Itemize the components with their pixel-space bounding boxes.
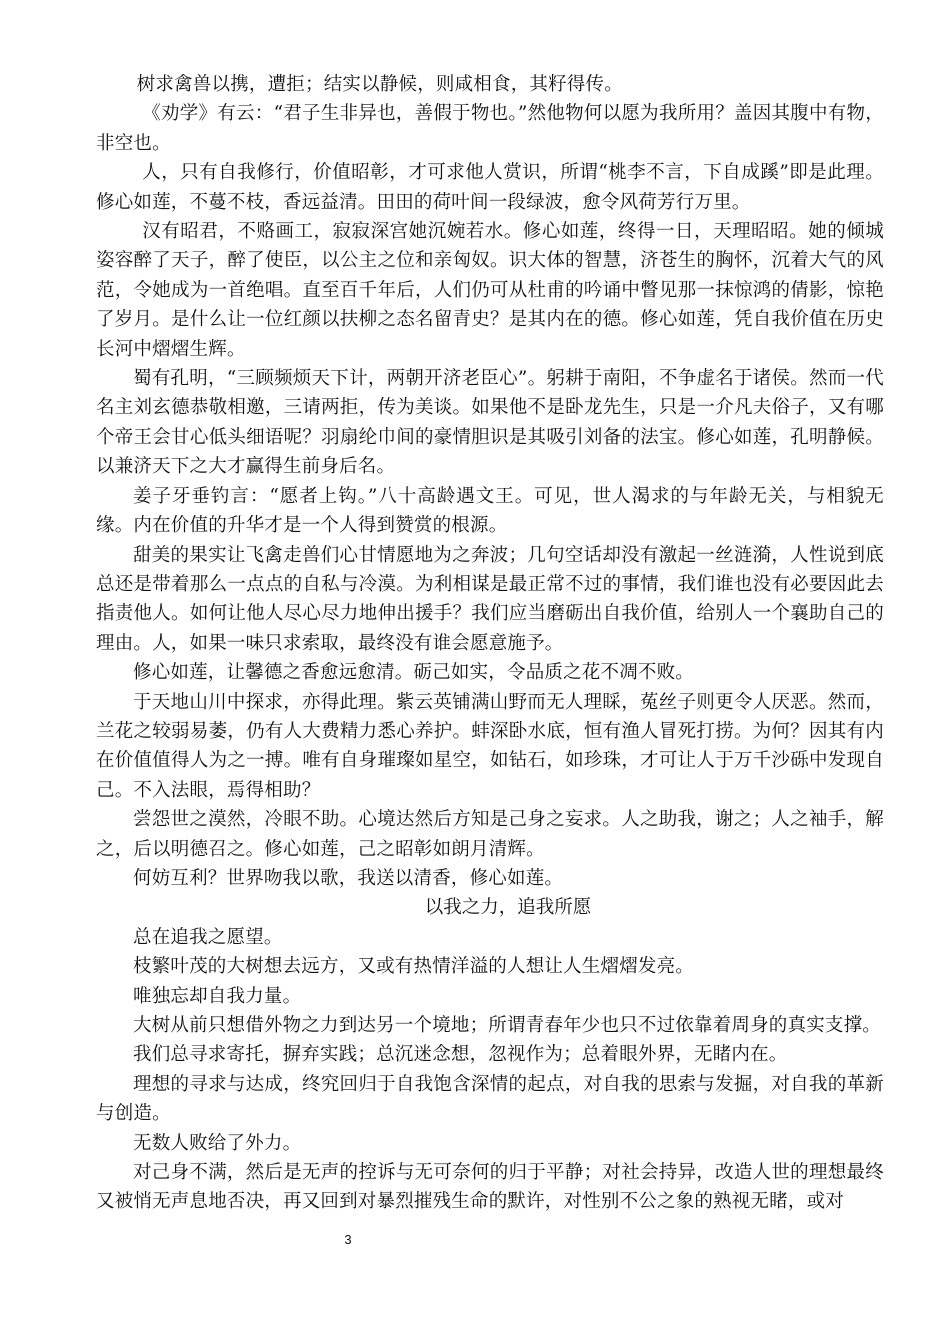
paragraph: 于天地山川中探求，亦得此理。紫云英铺满山野而无人理睬，菟丝子则更令人厌恶。然而，兰花之较弱易萎，仍有人大费精力悉心养护。蚌深卧水底，恒有渔人冒死打捞。为何？因其有内在价值值得人为之一搏。唯有自身璀璨如星空，如钻石，如珍珠，才可让人于万千沙砾中发现自己。不入法眼，焉得相助？: [96, 691, 884, 801]
paragraph: 总在追我之愿望。: [133, 926, 283, 948]
essay-title: 以我之力，追我所愿: [424, 897, 592, 919]
paragraph: 修心如莲，让馨德之香愈远愈清。砺己如实，令品质之花不凋不败。: [133, 662, 695, 684]
paragraph: 蜀有孔明，“三顾频烦天下计，两朝开济老臣心”。躬耕于南阳，不争虚名于诸侯。然而一代名主刘玄德恭敬相邀，三请两拒，传为美谈。如果他不是卧龙先生，只是一介凡夫俗子，又有哪个帝王会甘心低头细语呢？羽扇纶巾间的豪情胆识是其吸引刘备的法宝。修心如莲，孔明静候。以兼济天下之大才赢得生前身后名。: [96, 368, 884, 478]
paragraph: 枝繁叶茂的大树想去远方，又或有热情洋溢的人想让人生熠熠发亮。: [133, 956, 695, 978]
paragraph: 姜子牙垂钓言：“愿者上钩。”八十高龄遇文王。可见，世人渴求的与年龄无关，与相貌无缘。内在价值的升华才是一个人得到赞赏的根源。: [96, 485, 884, 537]
paragraph: 理想的寻求与达成，终究回归于自我饱含深情的起点，对自我的思索与发掘，对自我的革新与创造。: [96, 1073, 884, 1125]
paragraph: 对己身不满，然后是无声的控诉与无可奈何的归于平静；对社会持异，改造人世的理想最终又被悄无声息地否决，再又回到对暴烈摧残生命的默许，对性别不公之象的熟视无睹，或对: [96, 1162, 884, 1213]
paragraph: 甜美的果实让飞禽走兽们心甘情愿地为之奔波；几句空话却没有激起一丝涟漪，人性说到底总还是带着那么一点点的自私与冷漠。为利相谋是最正常不过的事情，我们谁也没有必要因此去指责他人。如何让他人尽心尽力地伸出援手？我们应当磨砺出自我价值，给别人一个襄助自己的理由。人，如果一味只求索取，最终没有谁会愿意施予。: [96, 544, 884, 654]
paragraph: 唯独忘却自我力量。: [133, 985, 302, 1007]
paragraph: 人，只有自我修行，价值昭彰，才可求他人赏识，所谓“桃李不言，下自成蹊”即是此理。修心如莲，不蔓不枝，香远益清。田田的荷叶间一段绿波，愈令风荷芳行万里。: [96, 162, 884, 213]
paragraph: 树求禽兽以携，遭拒；结实以静候，则咸相食，其籽得传。: [136, 74, 623, 95]
document-body: [96, 70, 884, 1217]
paragraph: 无数人败给了外力。: [133, 1132, 302, 1154]
paragraph: 何妨互利？世界吻我以歌，我送以清香，修心如莲。: [133, 867, 564, 889]
page-number: 3: [344, 1232, 352, 1247]
paragraph: 我们总寻求寄托，摒弃实践；总沉迷念想，忽视作为；总着眼外界，无睹内在。: [133, 1044, 788, 1066]
paragraph: 尝怨世之漠然，冷眼不助。心境达然后方知是己身之妄求。人之助我，谢之；人之袖手，解之，后以明德召之。修心如莲，己之昭彰如朗月清辉。: [96, 809, 884, 860]
paragraph: 大树从前只想借外物之力到达另一个境地；所谓青春年少也只不过依靠着周身的真实支撑。: [133, 1015, 882, 1036]
paragraph: 汉有昭君，不赂画工，寂寂深宫她沉婉若水。修心如莲，终得一日，天理昭昭。她的倾城姿容醉了天子，醉了使臣，以公主之位和亲匈奴。识大体的智慧，济苍生的胸怀，沉着大气的风范，令她成为一首绝唱。直至百千年后，人们仍可从杜甫的吟诵中瞥见那一抹惊鸿的倩影，惊艳了岁月。是什么让一位红颜以扶柳之态名留青史？是其内在的德。修心如莲，凭自我价值在历史长河中熠熠生辉。: [96, 221, 884, 360]
paragraph: 《劝学》有云：“君子生非异也，善假于物也。”然他物何以愿为我所用？盖因其腹中有物，非空也。: [96, 103, 884, 154]
